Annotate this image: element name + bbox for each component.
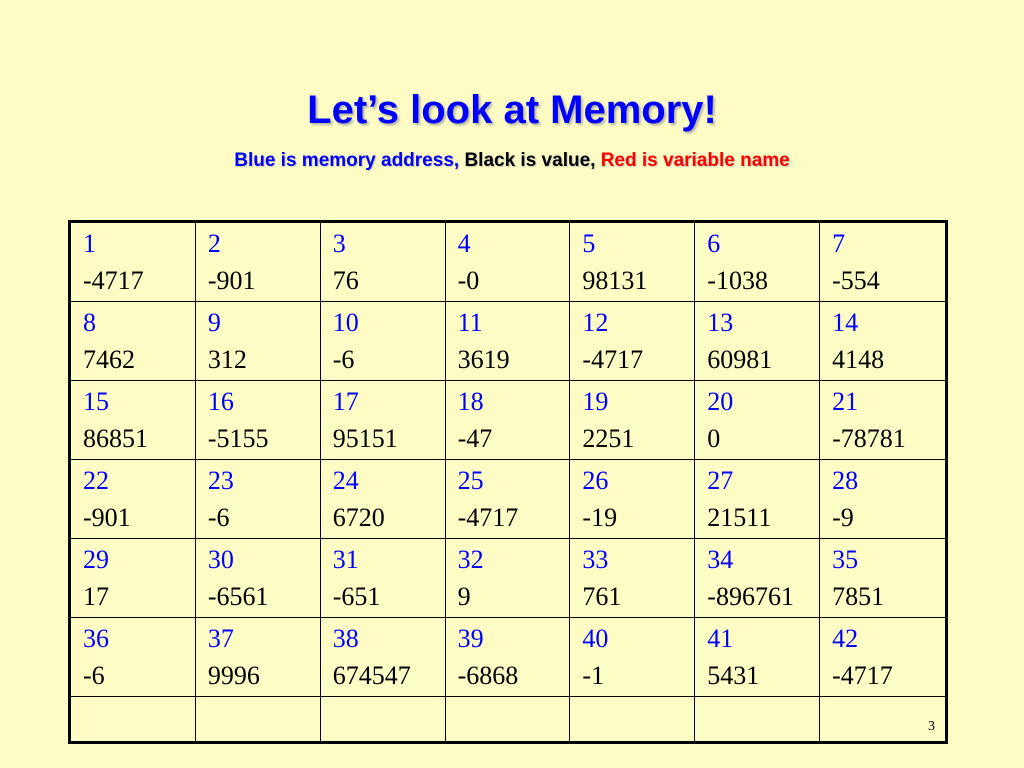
memory-address: 37 (207, 624, 234, 653)
memory-value: 0 (707, 424, 721, 453)
memory-cell (570, 223, 695, 302)
memory-address: 34 (707, 545, 734, 574)
slide-title: Let’s look at Memory! (307, 88, 717, 132)
memory-address: 12 (582, 308, 609, 337)
memory-address: 32 (457, 545, 484, 574)
memory-cell (820, 460, 945, 539)
memory-address: 13 (707, 308, 734, 337)
memory-value: 2251 (582, 424, 635, 453)
memory-cell (446, 302, 571, 381)
memory-value: -6 (83, 661, 105, 690)
memory-value: 3619 (457, 345, 510, 374)
memory-cell (695, 618, 820, 697)
memory-cell (820, 302, 945, 381)
memory-cell (71, 302, 196, 381)
memory-address: 18 (457, 387, 484, 416)
memory-cell (196, 381, 321, 460)
memory-value: -6868 (457, 661, 519, 690)
memory-address: 7 (832, 229, 846, 258)
memory-cell (321, 539, 446, 618)
memory-cell (446, 223, 571, 302)
memory-address: 24 (332, 466, 359, 495)
memory-cell (321, 618, 446, 697)
memory-cell (196, 460, 321, 539)
empty-cell (446, 697, 571, 741)
memory-value: -9 (832, 503, 854, 532)
memory-cell (71, 223, 196, 302)
memory-value: -1 (582, 661, 605, 690)
memory-cell (321, 381, 446, 460)
memory-value: -4717 (582, 345, 644, 374)
memory-value: -6 (207, 503, 230, 532)
memory-cell (820, 223, 945, 302)
memory-cell (570, 460, 695, 539)
memory-address: 16 (207, 387, 234, 416)
memory-address: 29 (83, 545, 109, 574)
memory-address: 40 (582, 624, 609, 653)
memory-cell (446, 618, 571, 697)
memory-value: 7851 (832, 582, 885, 611)
memory-cell (820, 618, 945, 697)
memory-cell (321, 460, 446, 539)
memory-value: 9 (457, 582, 471, 611)
memory-address: 30 (207, 545, 234, 574)
empty-cell (321, 697, 446, 741)
memory-address: 35 (832, 545, 859, 574)
memory-cell (71, 460, 196, 539)
subtitle-black-part: Black is value, (459, 150, 596, 171)
memory-address: 31 (332, 545, 359, 574)
memory-value: 312 (207, 345, 247, 374)
memory-value: 76 (332, 266, 359, 295)
memory-value: -651 (332, 582, 381, 611)
memory-value: -4717 (457, 503, 519, 532)
memory-cell (820, 539, 945, 618)
memory-address: 11 (457, 308, 483, 337)
memory-value: 21511 (707, 503, 772, 532)
memory-address: 8 (83, 308, 96, 337)
memory-value: -6561 (207, 582, 269, 611)
memory-value: 5431 (707, 661, 760, 690)
memory-value: 17 (83, 582, 109, 611)
memory-cell (196, 618, 321, 697)
memory-value: -47 (457, 424, 493, 453)
memory-address: 4 (457, 229, 471, 258)
memory-address: 9 (207, 308, 221, 337)
memory-value: 9996 (207, 661, 260, 690)
memory-cell (570, 381, 695, 460)
memory-address: 19 (582, 387, 609, 416)
page-number: 3 (927, 719, 935, 734)
memory-address: 25 (457, 466, 484, 495)
memory-address: 23 (207, 466, 234, 495)
memory-cell (196, 302, 321, 381)
memory-value: -901 (83, 503, 131, 532)
memory-cell (570, 618, 695, 697)
memory-cell (321, 302, 446, 381)
memory-cell (695, 302, 820, 381)
memory-value: 761 (582, 582, 622, 611)
memory-address: 3 (332, 229, 346, 258)
memory-cell (695, 223, 820, 302)
subtitle-red-part: Red is variable name (595, 150, 790, 171)
memory-value: -901 (207, 266, 256, 295)
memory-address: 14 (832, 308, 859, 337)
memory-cell (820, 381, 945, 460)
memory-address: 33 (582, 545, 609, 574)
memory-cell (446, 381, 571, 460)
memory-value: -554 (832, 266, 880, 295)
memory-value: -4717 (83, 266, 144, 295)
memory-value: -4717 (832, 661, 893, 690)
memory-address: 42 (832, 624, 859, 653)
memory-value: -78781 (832, 424, 906, 453)
slide-subtitle (0, 150, 1024, 172)
memory-value: 98131 (582, 266, 648, 295)
memory-address: 15 (83, 387, 109, 416)
memory-cell (196, 223, 321, 302)
subtitle-blue-part: Blue is memory address, (234, 150, 460, 171)
memory-address: 1 (83, 229, 96, 258)
memory-value: 95151 (332, 424, 398, 453)
memory-value: -0 (457, 266, 480, 295)
memory-value: -5155 (207, 424, 269, 453)
empty-cell (71, 697, 196, 741)
memory-address: 10 (332, 308, 359, 337)
memory-address: 20 (707, 387, 734, 416)
memory-grid (68, 220, 948, 744)
memory-cell (695, 539, 820, 618)
memory-address: 36 (83, 624, 109, 653)
memory-address: 41 (707, 624, 734, 653)
memory-value: 6720 (332, 503, 385, 532)
empty-cell (196, 697, 321, 741)
memory-cell (71, 539, 196, 618)
memory-address: 26 (582, 466, 609, 495)
memory-address: 17 (332, 387, 359, 416)
memory-value: 7462 (83, 345, 135, 374)
empty-cell (570, 697, 695, 741)
memory-cell (446, 460, 571, 539)
memory-value: -19 (582, 503, 618, 532)
memory-cell (570, 539, 695, 618)
memory-address: 28 (832, 466, 859, 495)
memory-address: 22 (83, 466, 109, 495)
memory-cell (695, 460, 820, 539)
memory-value: -896761 (707, 582, 794, 611)
memory-value: -6 (332, 345, 355, 374)
empty-cell (820, 697, 945, 741)
memory-cell (71, 381, 196, 460)
memory-cell (196, 539, 321, 618)
memory-address: 39 (457, 624, 484, 653)
memory-cell (570, 302, 695, 381)
memory-cell (695, 381, 820, 460)
memory-value: 4148 (832, 345, 885, 374)
memory-value: -1038 (707, 266, 768, 295)
memory-address: 2 (207, 229, 221, 258)
empty-cell (695, 697, 820, 741)
memory-address: 27 (707, 466, 734, 495)
memory-value: 86851 (83, 424, 148, 453)
memory-value: 60981 (707, 345, 773, 374)
memory-cell (446, 539, 571, 618)
memory-address: 38 (332, 624, 359, 653)
memory-value: 674547 (332, 661, 411, 690)
memory-address: 5 (582, 229, 596, 258)
memory-address: 6 (707, 229, 721, 258)
memory-cell (321, 223, 446, 302)
memory-address: 21 (832, 387, 859, 416)
memory-cell (71, 618, 196, 697)
